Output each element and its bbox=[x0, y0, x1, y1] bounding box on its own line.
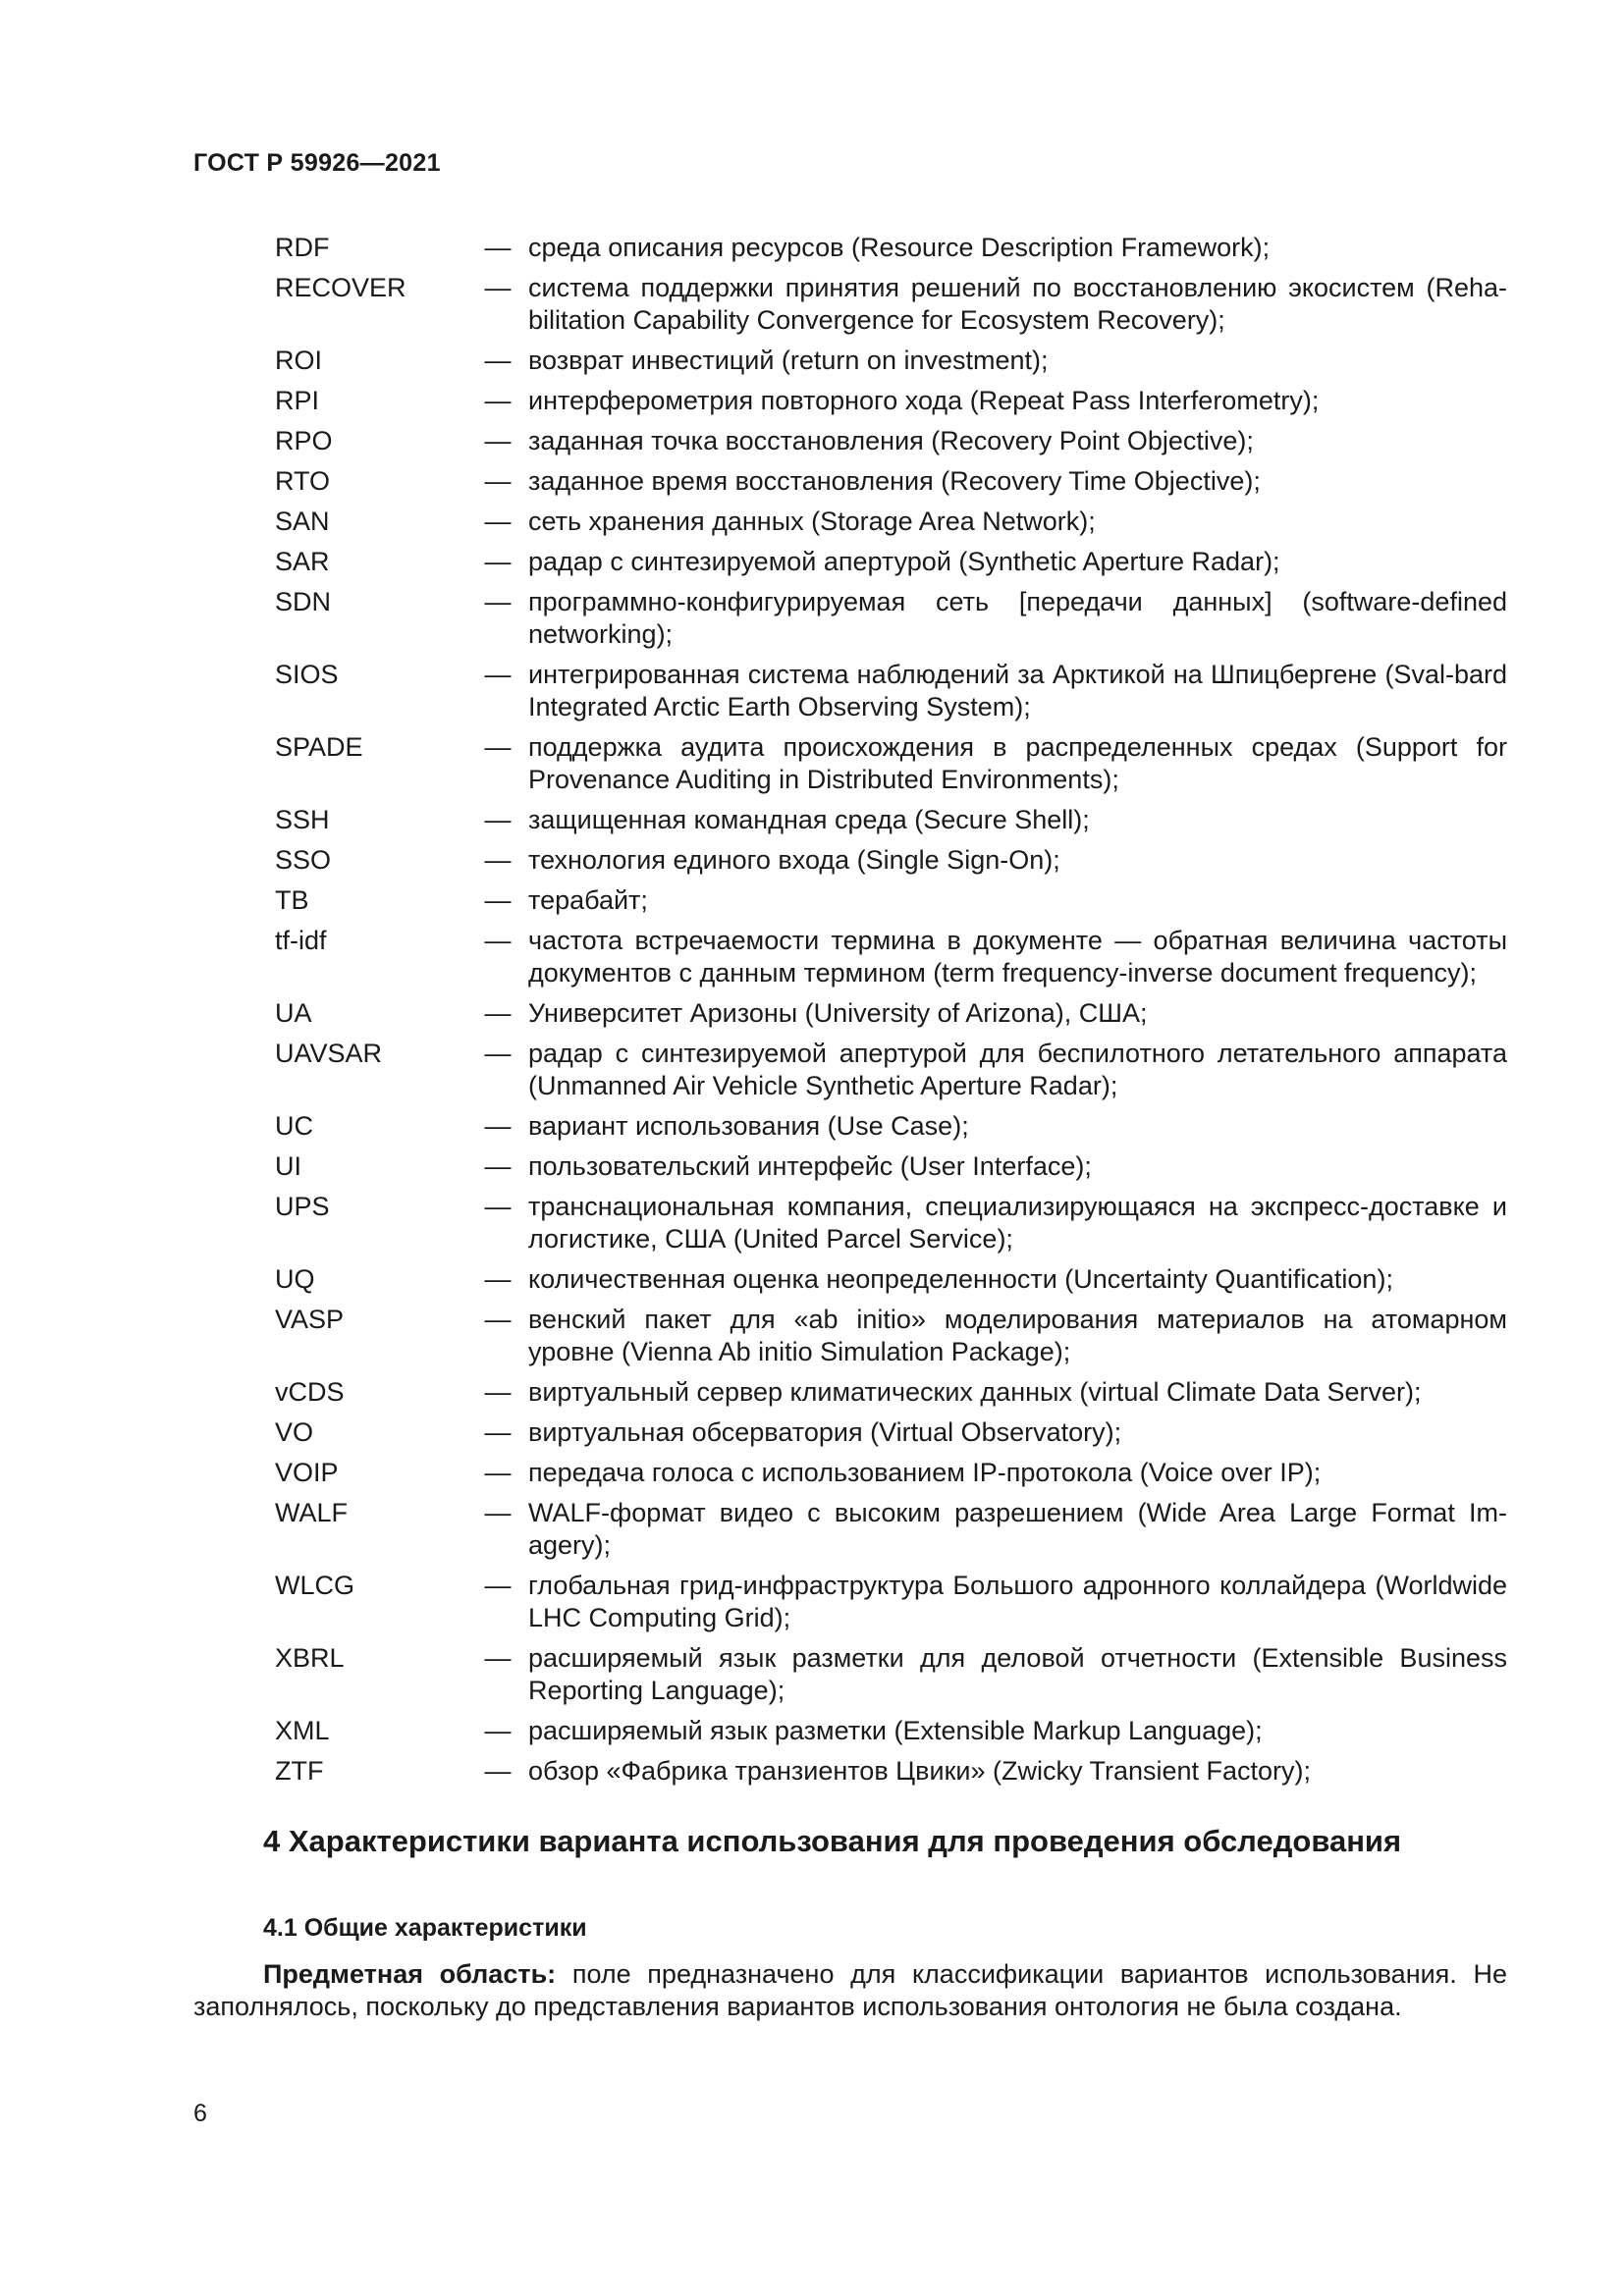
abbreviation-term: RPI bbox=[275, 386, 320, 415]
abbreviation-row bbox=[275, 1110, 1507, 1143]
abbreviation-definition: WALF-формат видео с высоким разрешением (Wide Area Large Format Im-agery); bbox=[528, 1498, 1507, 1560]
abbreviation-definition: транснациональная компания, специализирующаяся на экспресс-доставке и логистике, США (United Parcel Service); bbox=[528, 1192, 1507, 1254]
abbreviation-term: SDN bbox=[275, 587, 332, 616]
abbreviation-term: VO bbox=[275, 1417, 314, 1447]
abbreviation-row bbox=[275, 506, 1507, 538]
abbreviation-term: TB bbox=[275, 885, 309, 915]
abbreviation-term: UAVSAR bbox=[275, 1039, 383, 1068]
abbreviation-dash: — bbox=[484, 845, 512, 875]
abbreviation-dash: — bbox=[484, 1111, 512, 1141]
abbreviation-definition: расширяемый язык разметки для деловой отчетности (Extensible Business Reporting Language); bbox=[528, 1643, 1507, 1705]
abbreviation-row bbox=[275, 1715, 1507, 1747]
subsection-title: 4.1 Общие характеристики bbox=[263, 1914, 587, 1942]
abbreviation-term: SSH bbox=[275, 805, 330, 834]
paragraph-text: поле предназначено для классификации вариантов использования. Не заполнялось, поскольку до представления вариантов использования онтология не была создана. bbox=[193, 1959, 1507, 2021]
abbreviation-definition: возврат инвестиций (return on investment); bbox=[528, 346, 1049, 375]
abbreviation-definition: пользовательский интерфейс (User Interface); bbox=[528, 1151, 1092, 1181]
abbreviation-definition: заданное время восстановления (Recovery Time Objective); bbox=[528, 466, 1261, 496]
abbreviation-term: WLCG bbox=[275, 1571, 354, 1600]
abbreviation-row bbox=[275, 1191, 1507, 1255]
abbreviation-row bbox=[275, 884, 1507, 917]
abbreviation-definition: радар с синтезируемой апертурой (Synthetic Aperture Radar); bbox=[528, 547, 1280, 576]
abbreviation-term: UPS bbox=[275, 1192, 330, 1221]
abbreviation-definition: поддержка аудита происхождения в распределенных средах (Support for Provenance Auditing in Distributed Environments); bbox=[528, 732, 1507, 794]
abbreviation-definition: расширяемый язык разметки (Extensible Markup Language); bbox=[528, 1716, 1263, 1745]
abbreviation-term: RPO bbox=[275, 426, 333, 455]
abbreviation-definition: сеть хранения данных (Storage Area Network); bbox=[528, 507, 1096, 536]
abbreviation-term: XBRL bbox=[275, 1643, 345, 1673]
abbreviation-definition: система поддержки принятия решений по восстановлению экосистем (Reha-bilitation Capability Convergence for Ecosystem Recovery); bbox=[528, 273, 1507, 335]
abbreviation-row bbox=[275, 804, 1507, 836]
abbreviation-row bbox=[275, 1457, 1507, 1489]
abbreviation-dash: — bbox=[484, 507, 512, 536]
abbreviation-term: VASP bbox=[275, 1305, 345, 1334]
abbreviation-definition: венский пакет для «ab initio» моделирования материалов на атомарном уровне (Vienna Ab initio Simulation Package); bbox=[528, 1305, 1507, 1366]
abbreviation-definition: интерферометрия повторного хода (Repeat Pass Interferometry); bbox=[528, 386, 1320, 415]
abbreviation-term: ROI bbox=[275, 346, 323, 375]
abbreviation-definition: вариант использования (Use Case); bbox=[528, 1111, 969, 1141]
abbreviation-row bbox=[275, 1304, 1507, 1368]
abbreviation-term: WALF bbox=[275, 1498, 348, 1527]
abbreviation-term: UQ bbox=[275, 1264, 315, 1294]
abbreviation-row bbox=[275, 659, 1507, 723]
abbreviation-definition: виртуальный сервер климатических данных (virtual Climate Data Server); bbox=[528, 1377, 1422, 1407]
abbreviation-term: SPADE bbox=[275, 732, 363, 762]
abbreviation-dash: — bbox=[484, 1643, 512, 1673]
abbreviation-definition: глобальная грид-инфраструктура Большого адронного коллайдера (Worldwide LHC Computing Grid); bbox=[528, 1571, 1507, 1632]
abbreviation-term: XML bbox=[275, 1716, 330, 1745]
abbreviation-definition: количественная оценка неопределенности (Uncertainty Quantification); bbox=[528, 1264, 1393, 1294]
abbreviation-row bbox=[275, 546, 1507, 578]
abbreviation-dash: — bbox=[484, 1305, 512, 1334]
paragraph-label: Предметная область: bbox=[263, 1959, 557, 1989]
section-title: 4 Характеристики варианта использования для проведения обследования bbox=[263, 1824, 1402, 1858]
abbreviation-dash: — bbox=[484, 1571, 512, 1600]
abbreviation-row bbox=[275, 1376, 1507, 1409]
abbreviation-row bbox=[275, 1642, 1507, 1707]
abbreviation-row bbox=[275, 586, 1507, 651]
abbreviation-dash: — bbox=[484, 998, 512, 1028]
abbreviation-row bbox=[275, 1755, 1507, 1788]
abbreviation-term: UA bbox=[275, 998, 312, 1028]
abbreviation-dash: — bbox=[484, 547, 512, 576]
abbreviation-definition: интегрированная система наблюдений за Арктикой на Шпицбергене (Sval-bard Integrated Arctic Earth Observing System); bbox=[528, 660, 1507, 721]
abbreviation-definition: передача голоса с использованием IP-протокола (Voice over IP); bbox=[528, 1458, 1322, 1487]
abbreviation-row bbox=[275, 272, 1507, 337]
abbreviation-definition: виртуальная обсерватория (Virtual Observatory); bbox=[528, 1417, 1122, 1447]
abbreviation-dash: — bbox=[484, 1151, 512, 1181]
abbreviation-dash: — bbox=[484, 805, 512, 834]
abbreviation-row bbox=[275, 1416, 1507, 1449]
abbreviation-definition: терабайт; bbox=[528, 885, 648, 915]
abbreviation-definition: Университет Аризоны (University of Arizona), США; bbox=[528, 998, 1148, 1028]
abbreviation-dash: — bbox=[484, 885, 512, 915]
abbreviation-dash: — bbox=[484, 1458, 512, 1487]
abbreviation-row bbox=[275, 731, 1507, 796]
abbreviation-term: SIOS bbox=[275, 660, 339, 689]
abbreviation-term: vCDS bbox=[275, 1377, 345, 1407]
abbreviation-row bbox=[275, 1038, 1507, 1102]
abbreviation-row bbox=[275, 425, 1507, 457]
abbreviation-row bbox=[275, 385, 1507, 417]
abbreviation-dash: — bbox=[484, 466, 512, 496]
abbreviation-definition: защищенная командная среда (Secure Shell); bbox=[528, 805, 1090, 834]
abbreviation-dash: — bbox=[484, 1756, 512, 1786]
abbreviation-term: UC bbox=[275, 1111, 313, 1141]
abbreviation-dash: — bbox=[484, 660, 512, 689]
abbreviation-definition: среда описания ресурсов (Resource Description Framework); bbox=[528, 233, 1271, 262]
abbreviation-term: SAN bbox=[275, 507, 330, 536]
abbreviation-dash: — bbox=[484, 1264, 512, 1294]
abbreviation-dash: — bbox=[484, 273, 512, 302]
subject-area-paragraph bbox=[193, 1958, 1507, 2023]
abbreviation-row bbox=[275, 1150, 1507, 1183]
abbreviation-dash: — bbox=[484, 732, 512, 762]
abbreviation-term: RECOVER bbox=[275, 273, 406, 302]
abbreviation-dash: — bbox=[484, 233, 512, 262]
abbreviation-term: VOIP bbox=[275, 1458, 339, 1487]
abbreviation-term: ZTF bbox=[275, 1756, 324, 1786]
abbreviation-definition: заданная точка восстановления (Recovery Point Objective); bbox=[528, 426, 1254, 455]
abbreviation-row bbox=[275, 925, 1507, 989]
abbreviation-dash: — bbox=[484, 1716, 512, 1745]
abbreviation-row bbox=[275, 232, 1507, 264]
abbreviation-dash: — bbox=[484, 426, 512, 455]
abbreviation-dash: — bbox=[484, 926, 512, 955]
abbreviation-row bbox=[275, 844, 1507, 877]
abbreviation-term: SSO bbox=[275, 845, 332, 875]
abbreviation-row bbox=[275, 1497, 1507, 1562]
abbreviation-dash: — bbox=[484, 1377, 512, 1407]
abbreviation-definition: частота встречаемости термина в документе — обратная величина частоты документов с данным термином (term frequency-inverse document frequency); bbox=[528, 926, 1507, 988]
abbreviation-term: RDF bbox=[275, 233, 330, 262]
abbreviation-dash: — bbox=[484, 1417, 512, 1447]
abbreviation-row bbox=[275, 1570, 1507, 1634]
abbreviation-dash: — bbox=[484, 346, 512, 375]
abbreviation-definition: обзор «Фабрика транзиентов Цвики» (Zwicky Transient Factory); bbox=[528, 1756, 1312, 1786]
abbreviation-definition: технология единого входа (Single Sign-On); bbox=[528, 845, 1060, 875]
abbreviation-row bbox=[275, 1263, 1507, 1296]
abbreviation-dash: — bbox=[484, 386, 512, 415]
abbreviation-term: tf-idf bbox=[275, 926, 327, 955]
document-code-header: ГОСТ Р 59926—2021 bbox=[193, 149, 441, 177]
page-number: 6 bbox=[193, 2100, 207, 2127]
abbreviation-definition: радар с синтезируемой апертурой для беспилотного летательного аппарата (Unmanned Air Vehicle Synthetic Aperture Radar); bbox=[528, 1039, 1507, 1100]
abbreviation-term: SAR bbox=[275, 547, 330, 576]
abbreviation-dash: — bbox=[484, 1192, 512, 1221]
abbreviation-list bbox=[275, 232, 1507, 1795]
abbreviation-dash: — bbox=[484, 1498, 512, 1527]
abbreviation-row bbox=[275, 997, 1507, 1030]
abbreviation-dash: — bbox=[484, 587, 512, 616]
abbreviation-dash: — bbox=[484, 1039, 512, 1068]
abbreviation-row bbox=[275, 465, 1507, 498]
abbreviation-term: UI bbox=[275, 1151, 301, 1181]
abbreviation-definition: программно-конфигурируемая сеть [передачи данных] (software-defined networking); bbox=[528, 587, 1507, 649]
abbreviation-row bbox=[275, 345, 1507, 377]
abbreviation-term: RTO bbox=[275, 466, 331, 496]
